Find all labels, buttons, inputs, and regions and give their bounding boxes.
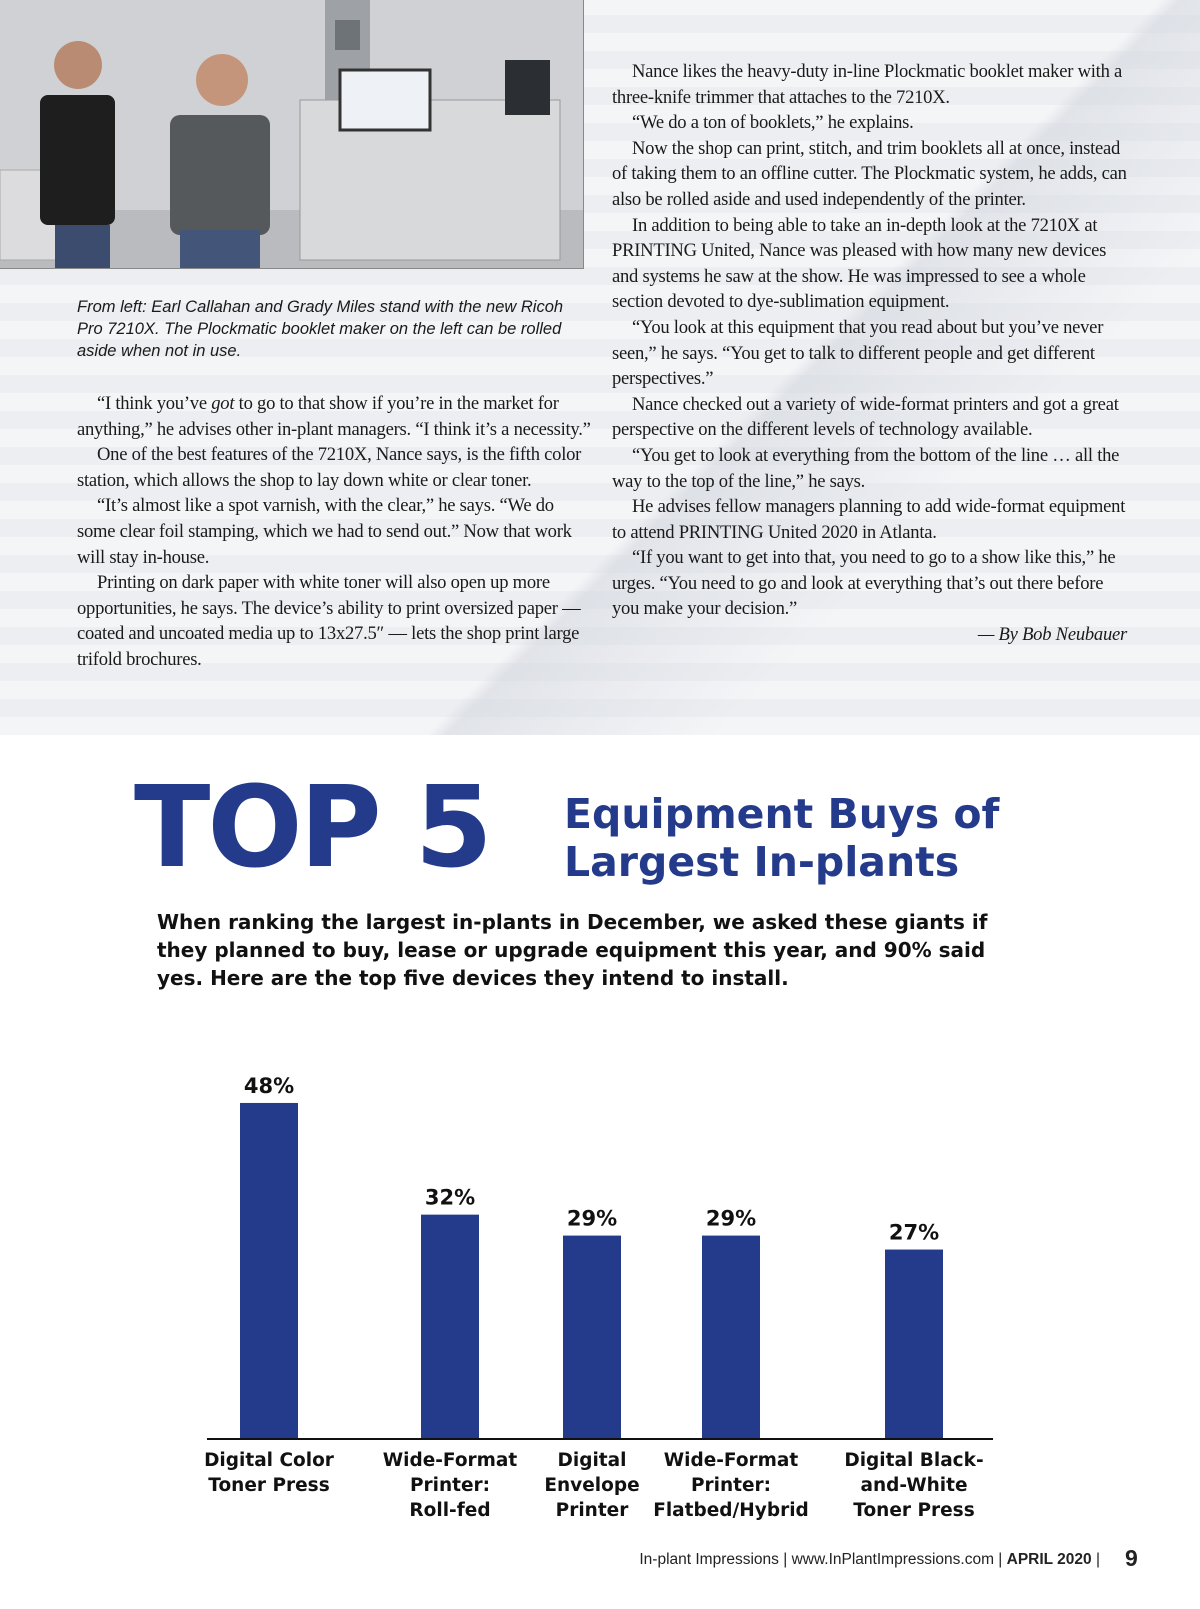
paragraph: In addition to being able to take an in-depth look at the 7210X at PRINTING United, Nance was pleased with how many new devices and systems he saw at the show. He was impressed to see a whole section devoted to dye-sublimation equipment. bbox=[612, 214, 1107, 313]
paragraph: Printing on dark paper with white toner will also open up more opportunities, he says. The device’s ability to print oversized paper — coated and uncoated media up to 13x27.5″ — lets the shop print large trifold brochures. bbox=[77, 572, 581, 670]
category-label: Toner Press bbox=[208, 1475, 330, 1496]
footer-publication: In-plant Impressions bbox=[639, 1551, 779, 1568]
data-label: 32% bbox=[424, 1185, 476, 1210]
photo-illustration bbox=[0, 0, 583, 268]
author-byline: — By Bob Neubauer bbox=[977, 624, 1127, 646]
chart-svg bbox=[0, 1030, 1200, 1530]
article-photo bbox=[0, 0, 584, 269]
page-footer bbox=[0, 1547, 1200, 1573]
paragraph: One of the best features of the 7210X, Nance says, is the fifth color station, which allows the shop to lay down white or clear toner. bbox=[77, 444, 582, 491]
category-label: Wide-Format bbox=[382, 1450, 518, 1471]
bar bbox=[240, 1103, 298, 1438]
photo-caption: From left: Earl Callahan and Grady Miles stand with the new Ricoh Pro 7210X. The Plockmatic booklet maker on the left can be rolled aside when not in use. bbox=[77, 298, 564, 360]
footer-issue: APRIL 2020 bbox=[1006, 1551, 1092, 1568]
footer-separator: | bbox=[1091, 1551, 1100, 1568]
category-label: Toner Press bbox=[853, 1500, 975, 1521]
paragraph: “We do a ton of booklets,” he explains. bbox=[632, 112, 914, 134]
footer-separator: | bbox=[778, 1551, 792, 1568]
page-number: 9 bbox=[1125, 1545, 1138, 1571]
paragraph: “You look at this equipment that you read about but you’ve never seen,” he says. “You get to talk to different people and get different perspectives.” bbox=[612, 316, 1104, 390]
bar bbox=[702, 1236, 760, 1438]
data-label: 48% bbox=[243, 1073, 295, 1098]
category-label: Flatbed/Hybrid bbox=[653, 1500, 809, 1521]
category-label: Wide-Format bbox=[663, 1450, 799, 1471]
category-label: and-White bbox=[860, 1475, 968, 1496]
paragraph bbox=[77, 391, 591, 442]
bar bbox=[885, 1250, 943, 1438]
category-label: Digital Black- bbox=[844, 1450, 984, 1471]
text-run: “I think you’ve bbox=[97, 393, 212, 414]
footer-publication-line bbox=[639, 1551, 1100, 1569]
paragraph: Nance checked out a variety of wide-format printers and got a great perspective on the different levels of technology available. bbox=[612, 393, 1119, 441]
article-right-column bbox=[612, 59, 1127, 648]
bar bbox=[563, 1236, 621, 1438]
footer-separator: | bbox=[994, 1551, 1007, 1568]
paragraph: “You get to look at everything from the bottom of the line … all the way to the top of the line,” he says. bbox=[612, 444, 1120, 492]
paragraph: Nance likes the heavy-duty in-line Plockmatic booklet maker with a three-knife trimmer that attaches to the 7210X. bbox=[612, 61, 1123, 108]
category-label: Roll-fed bbox=[409, 1500, 491, 1521]
bar-chart bbox=[0, 1030, 1200, 1530]
data-label: 29% bbox=[566, 1206, 618, 1231]
category-label: Printer: bbox=[690, 1475, 772, 1496]
article-left-column bbox=[77, 391, 591, 673]
category-label: Digital bbox=[557, 1450, 627, 1471]
category-label: Printer: bbox=[409, 1475, 491, 1496]
category-label: Envelope bbox=[544, 1475, 640, 1496]
category-label: Printer bbox=[555, 1500, 629, 1521]
paragraph: He advises fellow managers planning to add wide-format equipment to attend PRINTING United 2020 in Atlanta. bbox=[612, 496, 1126, 543]
emphasis-text: got bbox=[211, 393, 235, 414]
feature-intro: When ranking the largest in-plants in December, we asked these giants if they planned to buy, lease or upgrade equipment this year, and 90% said yes. Here are the top five devices they intend to install. bbox=[157, 910, 988, 990]
feature-subtitle bbox=[564, 790, 999, 886]
data-label: 27% bbox=[888, 1220, 940, 1245]
paragraph: “If you want to get into that, you need to go to a show like this,” he urges. “You need to go and look at everything that’s out there before you make your decision.” bbox=[612, 547, 1116, 620]
category-label: Digital Color bbox=[204, 1450, 334, 1471]
footer-url: www.InPlantImpressions.com bbox=[791, 1551, 994, 1568]
subtitle-line-2: Largest In-plants bbox=[564, 838, 960, 886]
subtitle-line-1: Equipment Buys of bbox=[564, 790, 1000, 838]
feature-big-title: TOP 5 bbox=[134, 763, 490, 893]
text-run: to go to that show if you’re in the market for anything,” he advises other in-plant managers. “I think it’s a necessity.” bbox=[77, 393, 591, 440]
data-label: 29% bbox=[705, 1206, 757, 1231]
paragraph: Now the shop can print, stitch, and trim booklets all at once, instead of taking them to an offline cutter. The Plockmatic system, he adds, can also be rolled aside and used independently of the printer. bbox=[612, 137, 1127, 210]
paragraph: “It’s almost like a spot varnish, with the clear,” he says. “We do some clear foil stamping, which we had to send out.” Now that work will stay in-house. bbox=[77, 495, 572, 568]
bar bbox=[421, 1215, 479, 1438]
